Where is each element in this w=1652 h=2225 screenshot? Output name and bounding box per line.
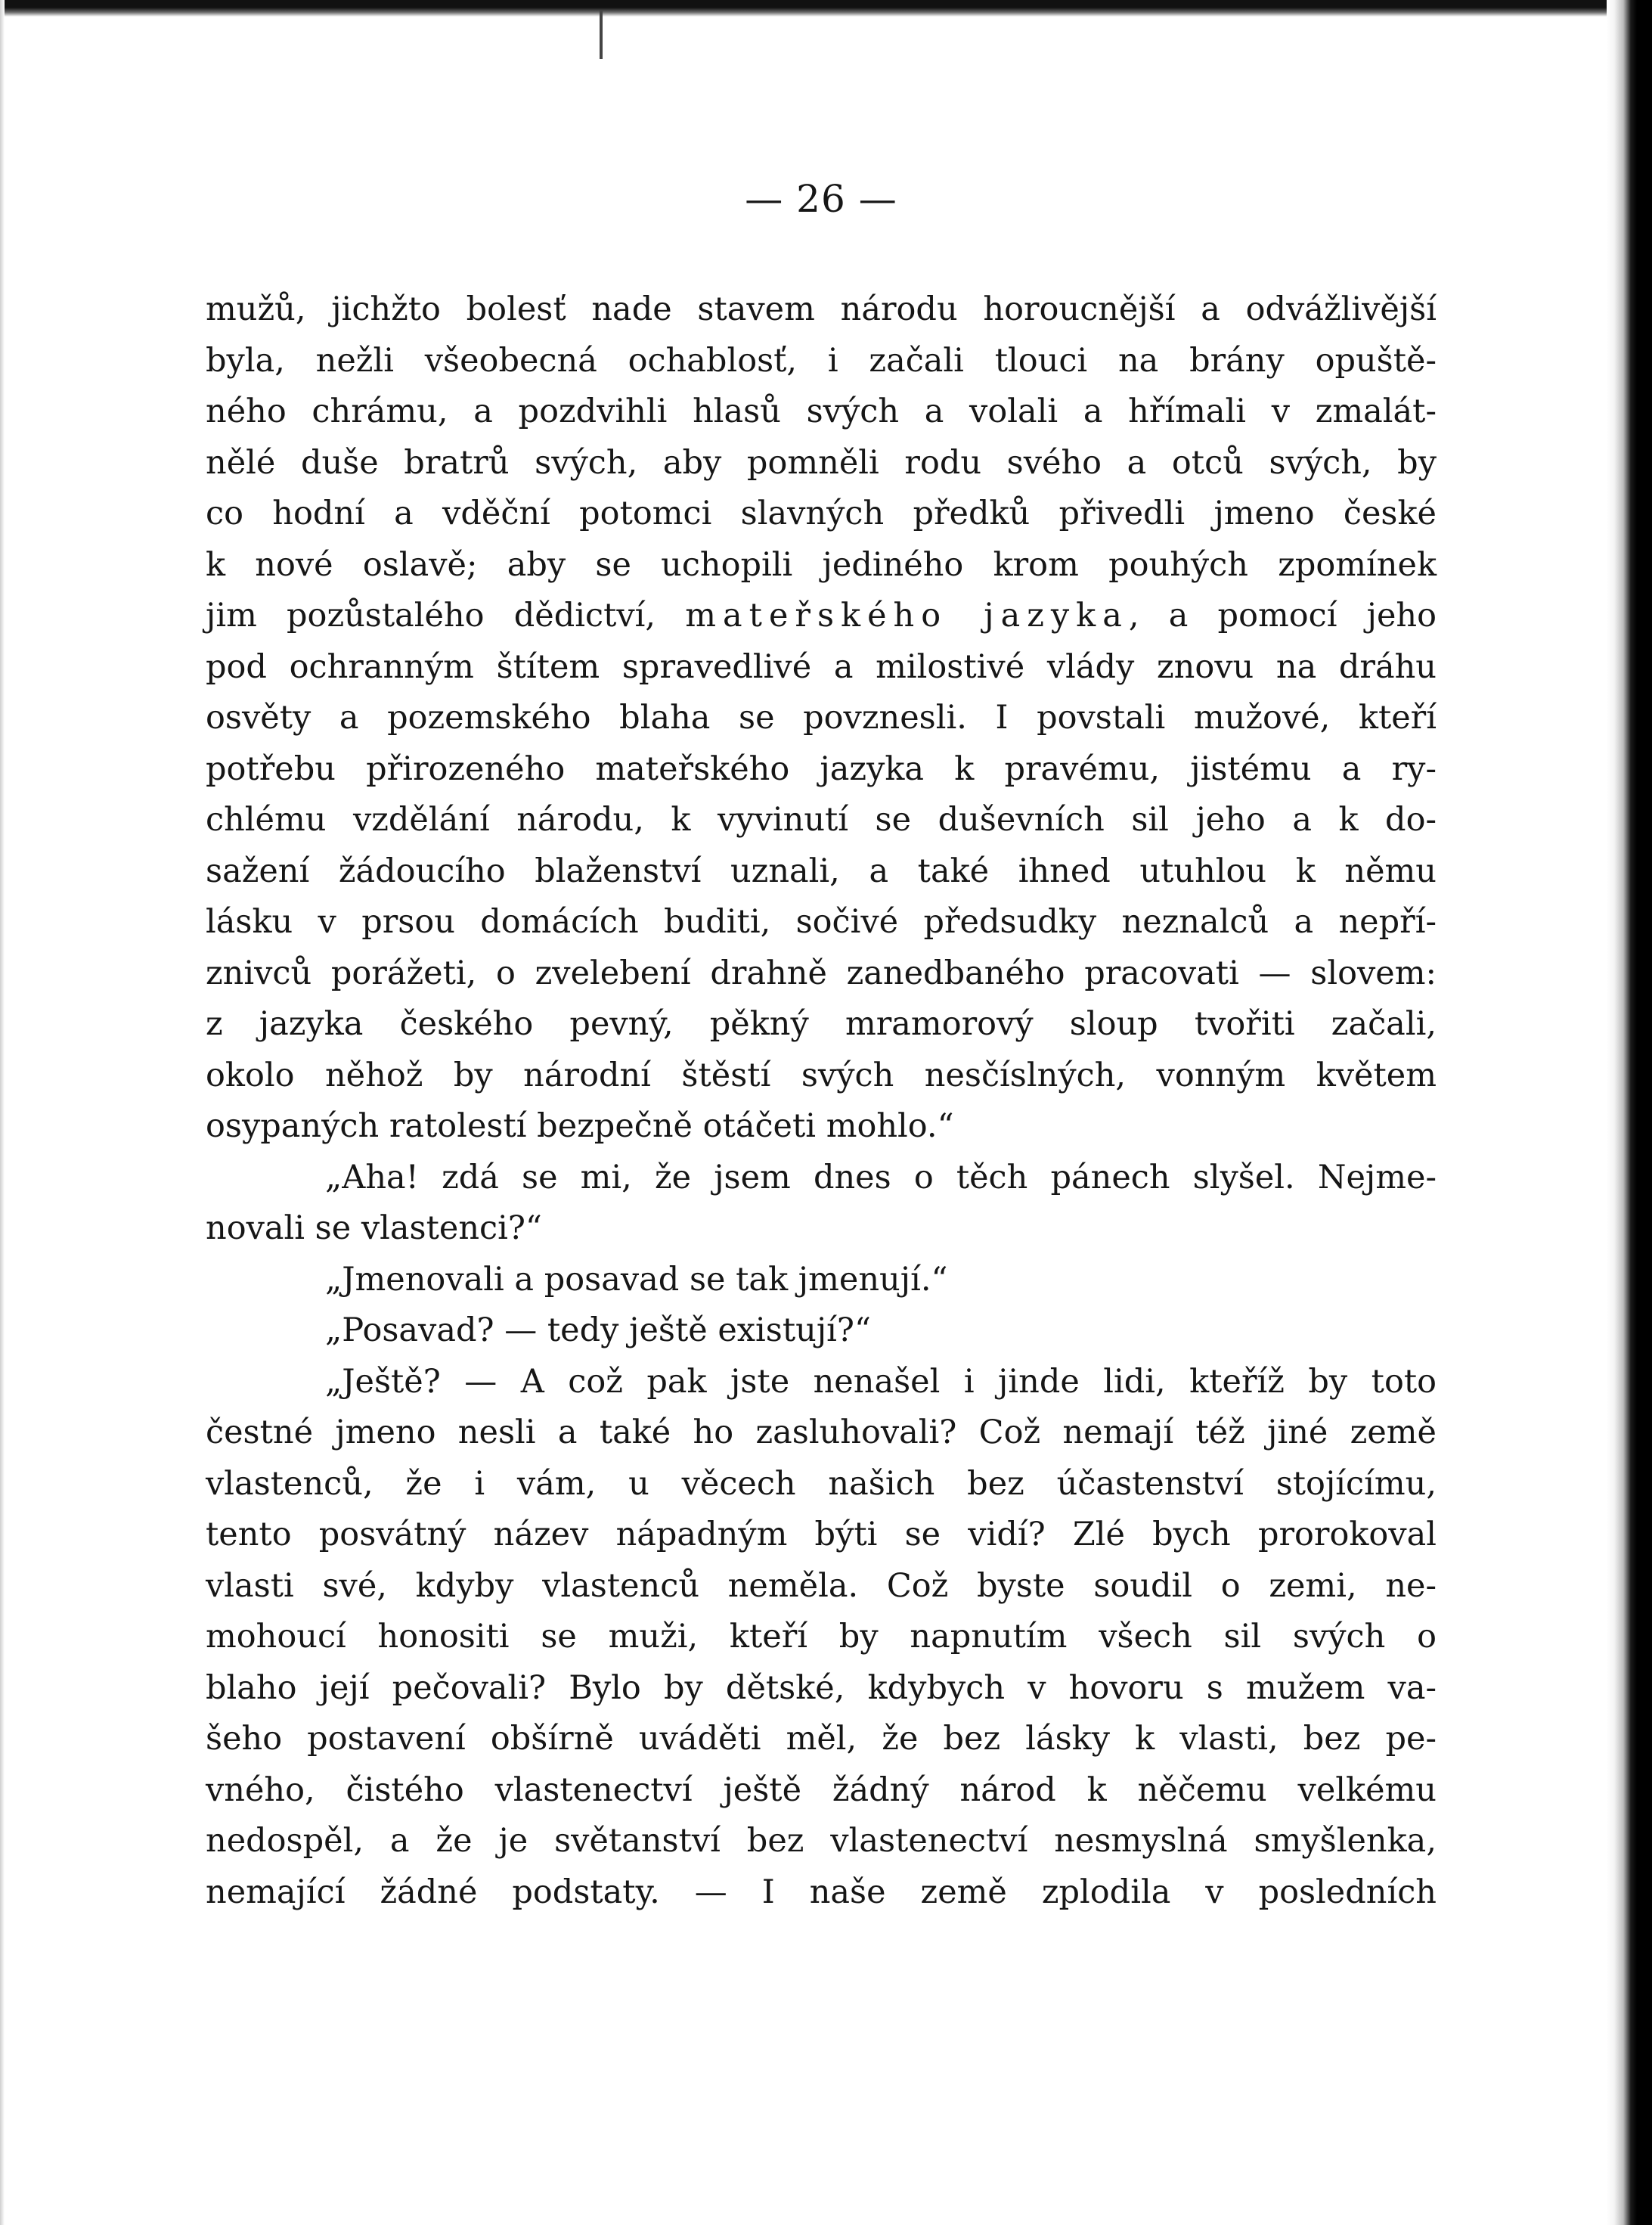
text-line: byla, nežli všeobecná ochablosť, i začali tlouci na brány opuště- bbox=[206, 341, 1437, 380]
text-line: čestné jmeno nesli a také ho zasluhovali? Což nemají též jiné země bbox=[206, 1414, 1437, 1451]
scan-border-left bbox=[0, 0, 5, 2225]
text-line: novali se vlastenci?“ bbox=[206, 1209, 542, 1247]
text-line: znivců porážeti, o zvelebení drahně zanedbaného pracovati — slovem: bbox=[206, 954, 1437, 992]
book-page bbox=[206, 177, 1437, 1918]
text-line: pod ochranným štítem spravedlivé a milostivé vlády znovu na dráhu bbox=[206, 647, 1437, 686]
text-line: blaho její pečovali? Bylo by dětské, kdybych v hovoru s mužem va- bbox=[206, 1668, 1437, 1707]
text-line: sažení žádoucího blaženství uznali, a také ihned utuhlou k němu bbox=[206, 852, 1437, 890]
text-line: ného chrámu, a pozdvihli hlasů svých a volali a hřímali v zmalát- bbox=[206, 393, 1437, 430]
text-line: osvěty a pozemského blaha se povznesli. I povstali mužové, kteří bbox=[206, 699, 1437, 737]
text-segment: jim pozůstalého dědictví, bbox=[206, 597, 686, 635]
text-line: osypaných ratolestí bezpečně otáčeti mohlo.“ bbox=[206, 1107, 954, 1145]
text-line: lásku v prsou domácích buditi, sočivé předsudky neznalců a nepří- bbox=[206, 903, 1437, 941]
text-line: k nové oslavě; aby se uchopili jediného krom pouhých zpomínek bbox=[206, 545, 1437, 584]
text-line: mohoucí honositi se muži, kteří by napnutím všech sil svých o bbox=[206, 1618, 1437, 1656]
page-number: — 26 — bbox=[745, 177, 897, 221]
text-line: nělé duše bratrů svých, aby pomněli rodu svého a otců svých, by bbox=[206, 443, 1437, 482]
text-line: potřebu přirozeného mateřského jazyka k pravému, jistému a ry- bbox=[206, 749, 1437, 788]
body-text bbox=[206, 284, 1437, 1918]
text-line: mužů, jichžto bolesť nade stavem národu horoucnější a odvážlivější bbox=[206, 290, 1437, 328]
text-line: z jazyka českého pevný, pěkný mramorový sloup tvořiti začali, bbox=[206, 1005, 1437, 1043]
text-line: šeho postavení obšírně uváděti měl, že bez lásky k vlasti, bez pe- bbox=[206, 1720, 1437, 1758]
text-line: vlastenců, že i vám, u věcech našich bez účastenství stojícímu, bbox=[206, 1464, 1437, 1503]
text-line: chlému vzdělání národu, k vyvinutí se duševních sil jeho a k do- bbox=[206, 801, 1437, 839]
text-line: okolo něhož by národní štěstí svých nesčíslných, vonným květem bbox=[206, 1056, 1437, 1094]
text-line: „Ještě? — A což pak jste nenašel i jinde lidi, kteříž by toto bbox=[325, 1362, 1437, 1401]
scan-border-right bbox=[1607, 0, 1652, 2225]
text-line: co hodní a vděční potomci slavných předků přivedli jmeno české bbox=[206, 495, 1437, 532]
text-line: nemající žádné podstaty. — I naše země zplodila v posledních bbox=[206, 1873, 1437, 1911]
text-segment: , a pomocí jeho bbox=[1128, 597, 1437, 635]
text-line: vného, čistého vlastenectví ještě žádný národ k něčemu velkému bbox=[206, 1770, 1437, 1809]
text-line: „Posavad? — tedy ještě existují?“ bbox=[325, 1311, 871, 1349]
text-line: nedospěl, a že je světanství bez vlastenectví nesmyslná smyšlenka, bbox=[206, 1822, 1437, 1860]
text-line: „Aha! zdá se mi, že jsem dnes o těch pánech slyšel. Nejme- bbox=[325, 1158, 1437, 1196]
text-line bbox=[206, 591, 1437, 642]
gutter-mark bbox=[600, 11, 603, 59]
text-line: „Jmenovali a posavad se tak jmenují.“ bbox=[325, 1260, 948, 1299]
scan-border-top bbox=[0, 0, 1652, 17]
emphasized-phrase: mateřského jazyka bbox=[685, 597, 1129, 635]
text-line: tento posvátný název nápadným býti se vidí? Zlé bych prorokoval bbox=[206, 1516, 1437, 1553]
text-line: vlasti své, kdyby vlastenců neměla. Což byste soudil o zemi, ne- bbox=[206, 1566, 1437, 1605]
